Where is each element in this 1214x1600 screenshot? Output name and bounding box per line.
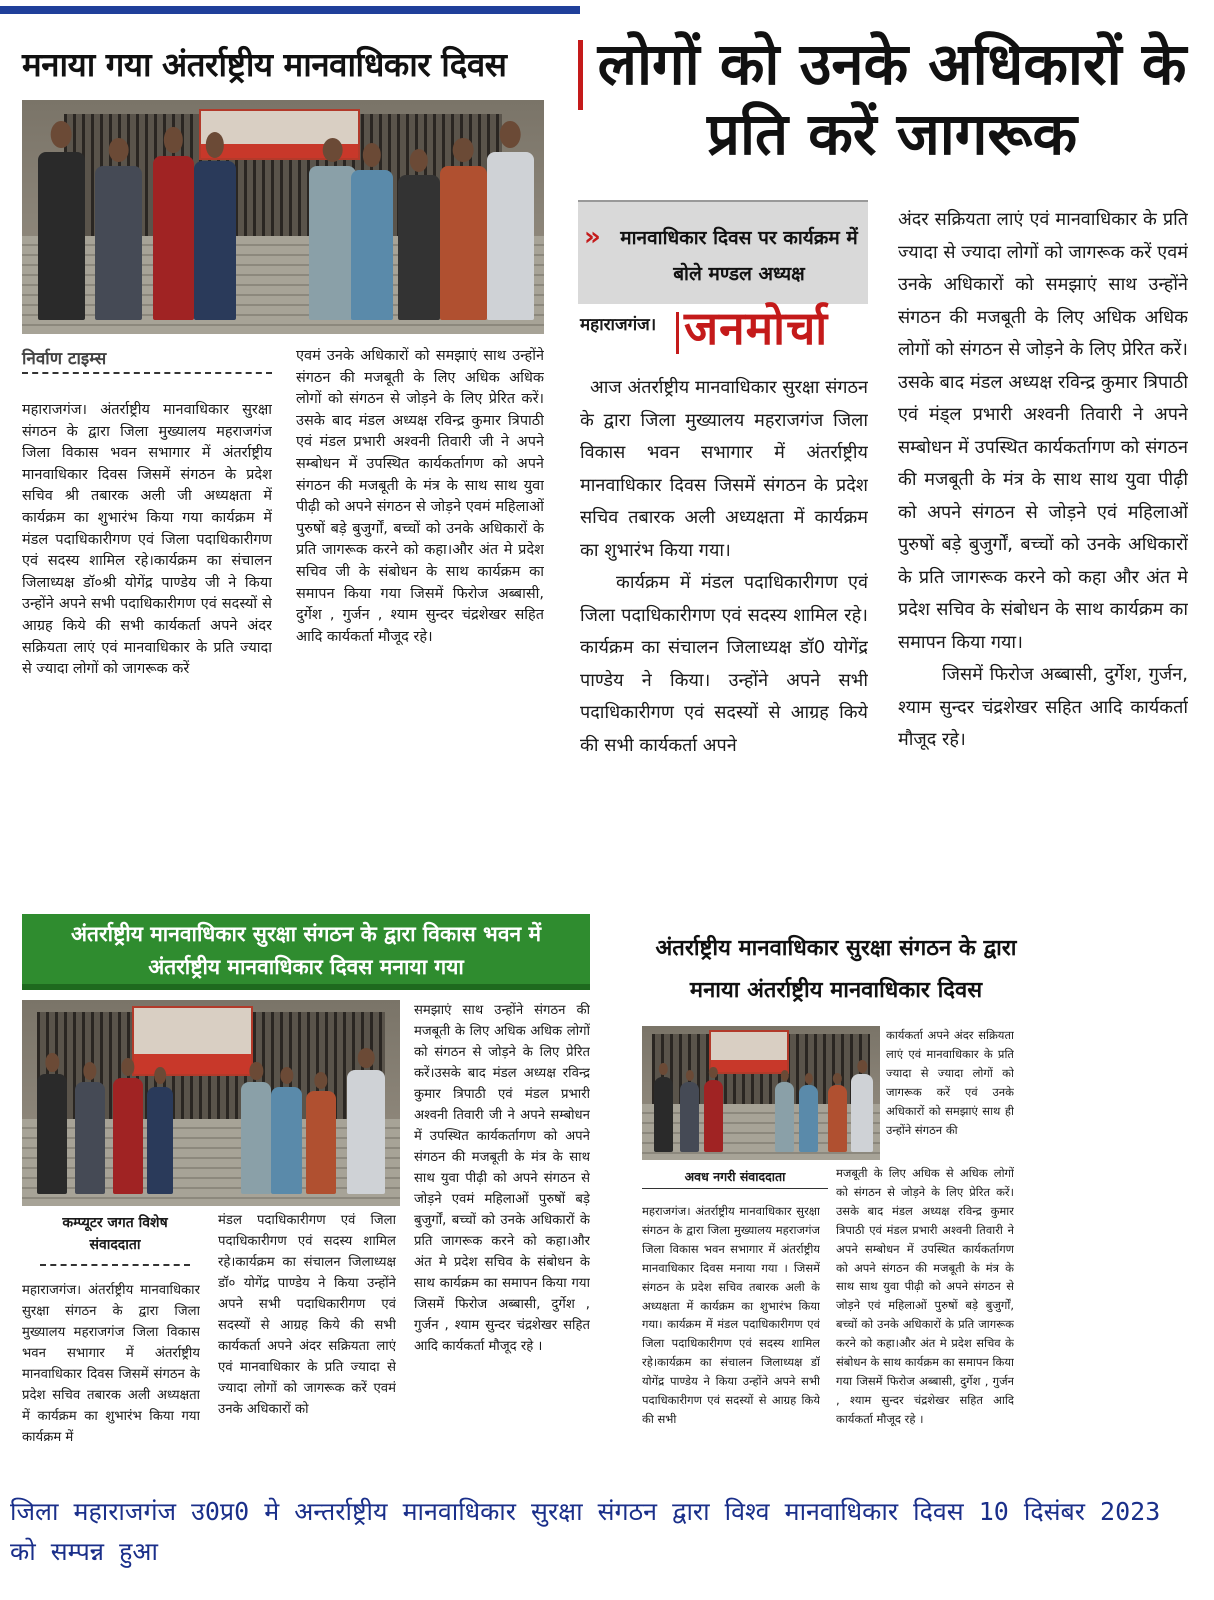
clip3-byline-rule <box>40 1264 190 1266</box>
clip3-column-3: समझाएं साथ उन्होंने संगठन की मजबूती के लिए अधिक अधिक लोगों को संगठन से जोड़ने के लिए प्रेरित करें।उसके बाद मंडल अध्यक्ष रविन्द्र कुमार त्रिपाठी एवं मंडल प्रभारी अश्वनी तिवारी जी ने अपने सम्बोधन में उपस्थित कार्यकर्तागण को अपने संगठन की मजबूती के मंत्र के साथ साथ युवा पीढ़ी को अपने संगठन से जोड़ने एवमं महिलाओं पुरुषों बड़े बुजुर्गों, बच्चों को उनके अधिकारों के प्रति जागरूक करने को कहा।और अंत मे प्रदेश सचिव के संबोधन के साथ कार्यक्रम का समापन किया गया जिसमें फिरोज अब्बासी, दुर्गेश , गुर्जन , श्याम सुन्दर चंद्रशेखर सहित आदि कार्यकर्ता मौजूद रहे । <box>414 1003 590 1354</box>
clip1-column-2: एवमं उनके अधिकारों को समझाएं साथ उन्होंने संगठन की मजबूती के लिए अधिक अधिक लोगों को संगठन से जोड़ने के लिए प्रेरित करें।उसके बाद मंडल अध्यक्ष रविन्द्र कुमार त्रिपाठी एवं मंडल प्रभारी अश्वनी तिवारी जी ने अपने सम्बोधन में उपस्थित कार्यकर्तागण को अपने संगठन की मजबूती के मंत्र के साथ साथ युवा पीढ़ी को अपने संगठन से जोड़ने एवमं महिलाओं पुरुषों बड़े बुजुर्गों, बच्चों को उनके अधिकारों के प्रति जागरूक करने को कहा।और अंत मे प्रदेश सचिव जी के संबोधन के साथ कार्यक्रम का समापन किया गया जिसमें फिरोज अब्बासी, दुर्गेश , गुर्जन , श्याम सुन्दर चंद्रशेखर सहित आदि कार्यकर्ता मौजूद रहे। <box>296 348 544 645</box>
clip4-photo <box>642 1026 880 1160</box>
clip2-column-2 <box>898 204 1188 884</box>
clip3-photo <box>22 1000 400 1206</box>
clip2-masthead-divider <box>676 312 679 354</box>
clip2-headline: लोगों को उनके अधिकारों के प्रति करें जागरूक <box>597 30 1187 168</box>
clip2-masthead: जनमोर्चा <box>684 301 829 355</box>
clip4-column-right-top: कार्यकर्ता अपने अंदर सक्रियता लाएं एवं मानवाधिकार के प्रति ज्यादा से ज्यादा लोगों को जागरूक करें एवं उनके अधिकारों को समझाएं साथ ही उन्होंने संगठन की <box>886 1028 1014 1137</box>
clip2-column-1 <box>580 372 868 882</box>
clip2-col1-para1: आज अंतर्राष्ट्रीय मानवाधिकार सुरक्षा संगठन के द्वारा जिला मुख्यालय महराजगंज जिला विकास भवन सभागार में अंतर्राष्ट्रीय मानवाधिकार दिवस जिसमें संगठन के प्रदेश सचिव तबारक अली अध्यक्षता में कार्यक्रम का शुभारंभ किया गया। <box>580 377 868 561</box>
clip3-byline-line2: संवाददाता <box>89 1237 141 1253</box>
top-accent-line <box>0 6 580 14</box>
red-divider <box>578 40 583 110</box>
clip2-subhead: मानवाधिकार दिवस पर कार्यक्रम में बोले मण्डल अध्यक्ष <box>620 227 858 285</box>
clip3-byline <box>22 1212 208 1256</box>
clip3-byline-line1: कम्प्यूटर जगत विशेष <box>62 1215 168 1231</box>
clip4-byline: अवध नगरी संवाददाता <box>684 1169 786 1184</box>
footer-caption: जिला महाराजगंज उ0प्र0 मे अन्तर्राष्ट्रीय मानवाधिकार सुरक्षा संगठन द्वारा विश्व मानवाधिकार दिवस 10 दिसंबर 2023 को सम्पन्न हुआ <box>10 1497 1161 1566</box>
clip1-photo <box>22 100 544 334</box>
clip4-headline: अंतर्राष्ट्रीय मानवाधिकार सुरक्षा संगठन के द्वारा मनाया अंतर्राष्ट्रीय मानवाधिकार दिवस <box>655 936 1017 1003</box>
clip1-headline: मनाया गया अंतर्राष्ट्रीय मानवाधिकार दिवस <box>22 45 507 84</box>
clip4-column-left: महराजगंज। अंतर्राष्ट्रीय मानवाधिकार सुरक्षा संगठन के द्वारा जिला मुख्यालय महराजगंज जिला विकास भवन सभागार में अंतर्राष्ट्रीय मानवाधिकार दिवस मनाया गया । जिसमें संगठन के प्रदेश सचिव तबारक अली के अध्यक्षता में कार्यक्रम का शुभारंभ किया गया। कार्यक्रम में मंडल पदाधिकारीगण एवं जिला पदाधिकारीगण एवं सदस्य शामिल रहे।कार्यक्रम का संचालन जिलाध्यक्ष डॉ योगेंद्र पाण्डेय ने किया उन्होंने अपने सभी पदाधिकारीगण एवं सदस्यों से आग्रह किये की सभी <box>642 1204 820 1426</box>
clip1-source: निर्वाण टाइम्स <box>22 349 107 369</box>
clip3-column-1: महाराजगंज। अंतर्राष्ट्रीय मानवाधिकार सुरक्षा संगठन के द्वारा जिला मुख्यालय महराजगंज जिला विकास भवन सभागार में अंतर्राष्ट्रीय मानवाधिकार दिवस जिसमें संगठन के प्रदेश सचिव तबारक अली अध्यक्षता में कार्यक्रम का शुभारंभ किया गया कार्यक्रम में <box>22 1283 200 1445</box>
clip1-column-1: महाराजगंज। अंतर्राष्ट्रीय मानवाधिकार सुरक्षा संगठन के द्वारा जिला मुख्यालय महराजगंज जिला विकास भवन सभागार में अंतर्राष्ट्रीय मानवाधिकार दिवस जिसमें संगठन के प्रदेश सचिव श्री तबारक अली जी अध्यक्षता में कार्यक्रम का शुभारंभ किया गया कार्यक्रम में मंडल पदाधिकारीगण एवं जिला पदाधिकारीगण एवं सदस्य शामिल रहे।कार्यक्रम का संचालन जिलाध्यक्ष डॉ०श्री योगेंद्र पाण्डेय जी ने किया उन्होंने अपने सभी पदाधिकारीगण एवं सदस्यों से आग्रह किये की सभी कार्यकर्ता अपने अंदर सक्रियता लाएं एवं मानवाधिकार के प्रति ज्यादा से ज्यादा लोगों को जागरूक करें <box>22 402 272 678</box>
chevron-icon: » <box>584 222 601 252</box>
clip2-col1-para2: कार्यक्रम में मंडल पदाधिकारीगण एवं जिला पदाधिकारीगण एवं सदस्य शामिल रहे। कार्यक्रम का संचालन जिलाध्यक्ष डॉ0 योगेंद्र पाण्डेय ने किया। उन्होंने अपने सभी पदाधिकारीगण एवं सदस्यों से आग्रह किये की सभी कार्यकर्ता अपने <box>580 572 868 756</box>
clip4-byline-rule <box>642 1188 828 1189</box>
clip4-column-right: मजबूती के लिए अधिक से अधिक लोगों को संगठन से जोड़ने के लिए प्रेरित करें।उसके बाद मंडल अध्यक्ष रविन्द्र कुमार त्रिपाठी एवं मंडल प्रभारी अश्वनी तिवारी ने अपने सम्बोधन में उपस्थित कार्यकर्तागण को अपने संगठन की मजबूती के मंत्र के साथ साथ युवा पीढ़ी को अपने संगठन से जोड़ने एवं महिलाओं पुरुषों बड़े बुजुर्गों, बच्चों को उनके अधिकारों के प्रति जागरूक करने को कहा।और अंत मे प्रदेश सचिव के संबोधन के साथ कार्यक्रम का समापन किया गया जिसमें फिरोज अब्बासी, दुर्गेश , गुर्जन , श्याम सुन्दर चंद्रशेखर सहित आदि कार्यकर्ता मौजूद रहे । <box>836 1166 1014 1426</box>
clip2-col2-para1: अंदर सक्रियता लाएं एवं मानवाधिकार के प्रति ज्यादा से ज्यादा लोगों को जागरूक करें एवमं उनके अधिकारों को समझाएं साथ उन्होंने संगठन की मजबूती के लिए अधिक अधिक लोगों को संगठन से जोड़ने के लिए प्रेरित करें। उसके बाद मंडल अध्यक्ष रविन्द्र कुमार त्रिपाठी एवं मंड्ल प्रभारी अश्वनी तिवारी ने अपने सम्बोधन में उपस्थित कार्यकर्तागण को संगठन की मजबूती के मंत्र के साथ साथ युवा पीढ़ी को अपने संगठन से जोड़ने एवं महिलाओं पुरुषों बड़े बुजुर्गों, बच्चों को उनके अधिकारों के प्रति जागरूक करने को कहा और अंत मे प्रदेश सचिव के संबोधन के साथ कार्यक्रम का समापन किया गया। <box>898 209 1188 653</box>
clip2-col2-para2: जिसमें फिरोज अब्बासी, दुर्गेश, गुर्जन, श्याम सुन्दर चंद्रशेखर सहित आदि कार्यकर्ता मौजूद रहे। <box>898 664 1188 750</box>
clip3-column-2: मंडल पदाधिकारीगण एवं जिला पदाधिकारीगण एवं सदस्य शामिल रहे।कार्यक्रम का संचालन जिलाध्यक्ष डॉ० योगेंद्र पाण्डेय ने किया उन्होंने अपने सभी पदाधिकारीगण एवं सदस्यों से आग्रह किये की सभी कार्यकर्ता अपने अंदर सक्रियता लाएं एवं मानवाधिकार के प्रति ज्यादा से ज्यादा लोगों को जागरूक करें एवमं उनके अधिकारों को <box>218 1213 396 1417</box>
clip3-headline: अंतर्राष्ट्रीय मानवाधिकार सुरक्षा संगठन के द्वारा विकास भवन में अंतर्राष्ट्रीय मानवाधिकार दिवस मनाया गया <box>22 914 590 990</box>
clip2-dateline: महाराजगंज। <box>580 315 657 335</box>
